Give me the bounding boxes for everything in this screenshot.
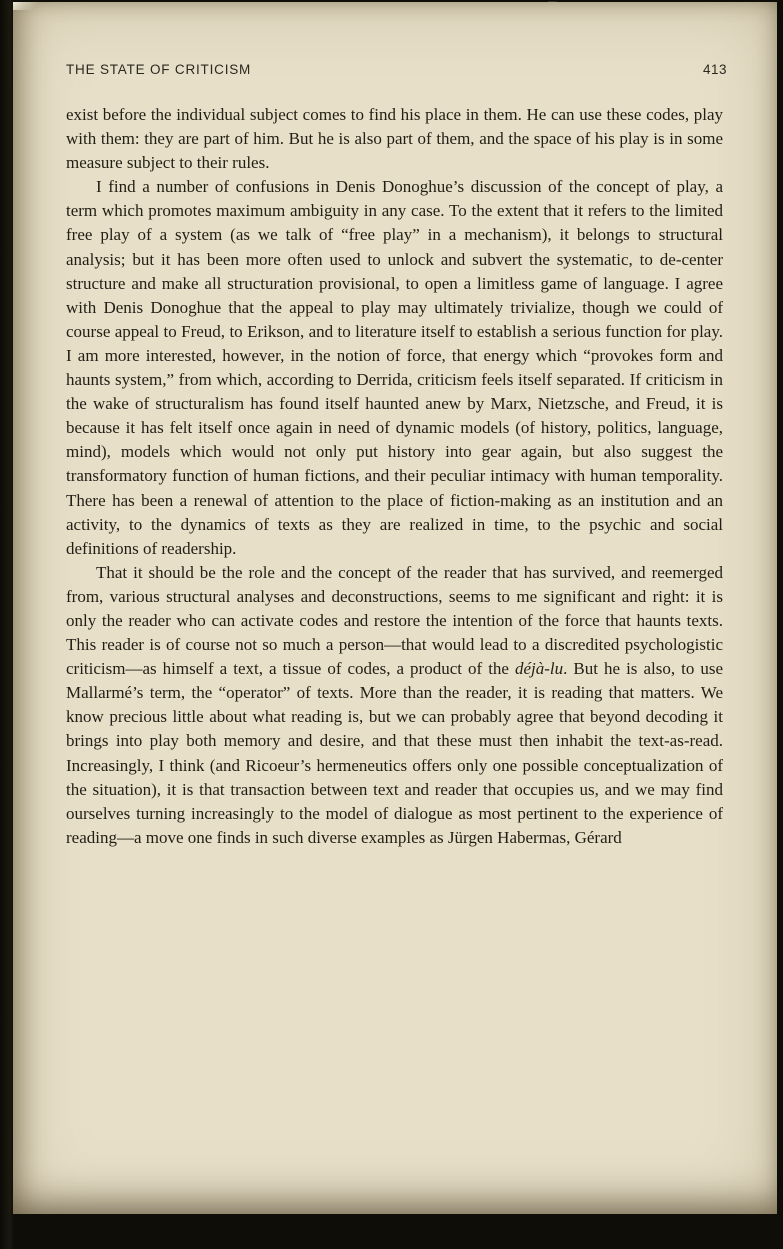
text-run: exist before the individual subject comes to find his place in them. He can use these codes, play with them: they are part of him. But he is also part of them, and the space of his play is in some measure subject to their rules. <box>66 105 723 173</box>
paragraph <box>66 175 723 561</box>
text-run: I find a number of confusions in Denis Donoghue’s discussion of the concept of play, a term which promotes maximum ambiguity in any case. To the extent that it refers to the limited free play of a system (as we talk of “free play” in a mechanism), it belongs to structural analysis; but it has been more often used to unlock and subvert the systematic, to de-center structure and make all structuration provisional, to open a limitless game of language. I agree with Denis Donoghue that the appeal to play may ultimately trivialize, though we could of course appeal to Freud, to Erikson, and to literature itself to establish a serious function for play. I am more interested, however, in the notion of force, that energy which “provokes form and haunts system,” from which, according to Derrida, criticism feels itself separated. If criticism in the wake of structuralism has found itself haunted anew by Marx, Nietzsche, and Freud, it is because it has felt itself once again in need of dynamic models (of history, politics, language, mind), models which would not only put history into gear again, but also suggest the transformatory function of human fictions, and their peculiar intimacy with human temporality. There has been a renewal of attention to the place of fiction-making as an institution and an activity, to the dynamics of texts as they are realized in time, to the psychic and social definitions of readership. <box>66 177 723 558</box>
paragraph <box>66 561 723 850</box>
running-head: THE STATE OF CRITICISM <box>66 62 252 77</box>
book-page <box>13 2 777 1214</box>
text-run: . But he is also, to use Mallarmé’s term, the “operator” of texts. More than the reader, it is reading that matters. We know precious little about what reading is, but we can probably agree that beyond decoding it brings into play both memory and desire, and that these must then inhabit the text-as-read. Increasingly, I think (and Ricoeur’s hermeneutics offers only one possible conceptualization of the situation), it is that transaction between text and reader that occupies us, and we may find ourselves turning increasingly to the model of dialogue as most pertinent to the experience of reading—a move one finds in such diverse examples as Jürgen Habermas, Gérard <box>66 659 724 847</box>
scan-edge-highlight <box>13 2 39 10</box>
page-number: 413 <box>702 62 727 77</box>
text-run: That it should be the role and the concept of the reader that has survived, and reemerged from, various structural analyses and deconstructions, seems to me significant and right: it is only the reader who can activate codes and restore the intention of the force that haunts texts. This reader is of course not so much a person—that would lead to a discredited psychologistic criticism—as himself a text, a tissue of codes, a product of the <box>66 562 723 679</box>
page-header <box>66 62 727 77</box>
body-text <box>66 103 723 850</box>
paragraph <box>66 103 723 175</box>
italic-run: déjà-lu <box>515 659 564 679</box>
